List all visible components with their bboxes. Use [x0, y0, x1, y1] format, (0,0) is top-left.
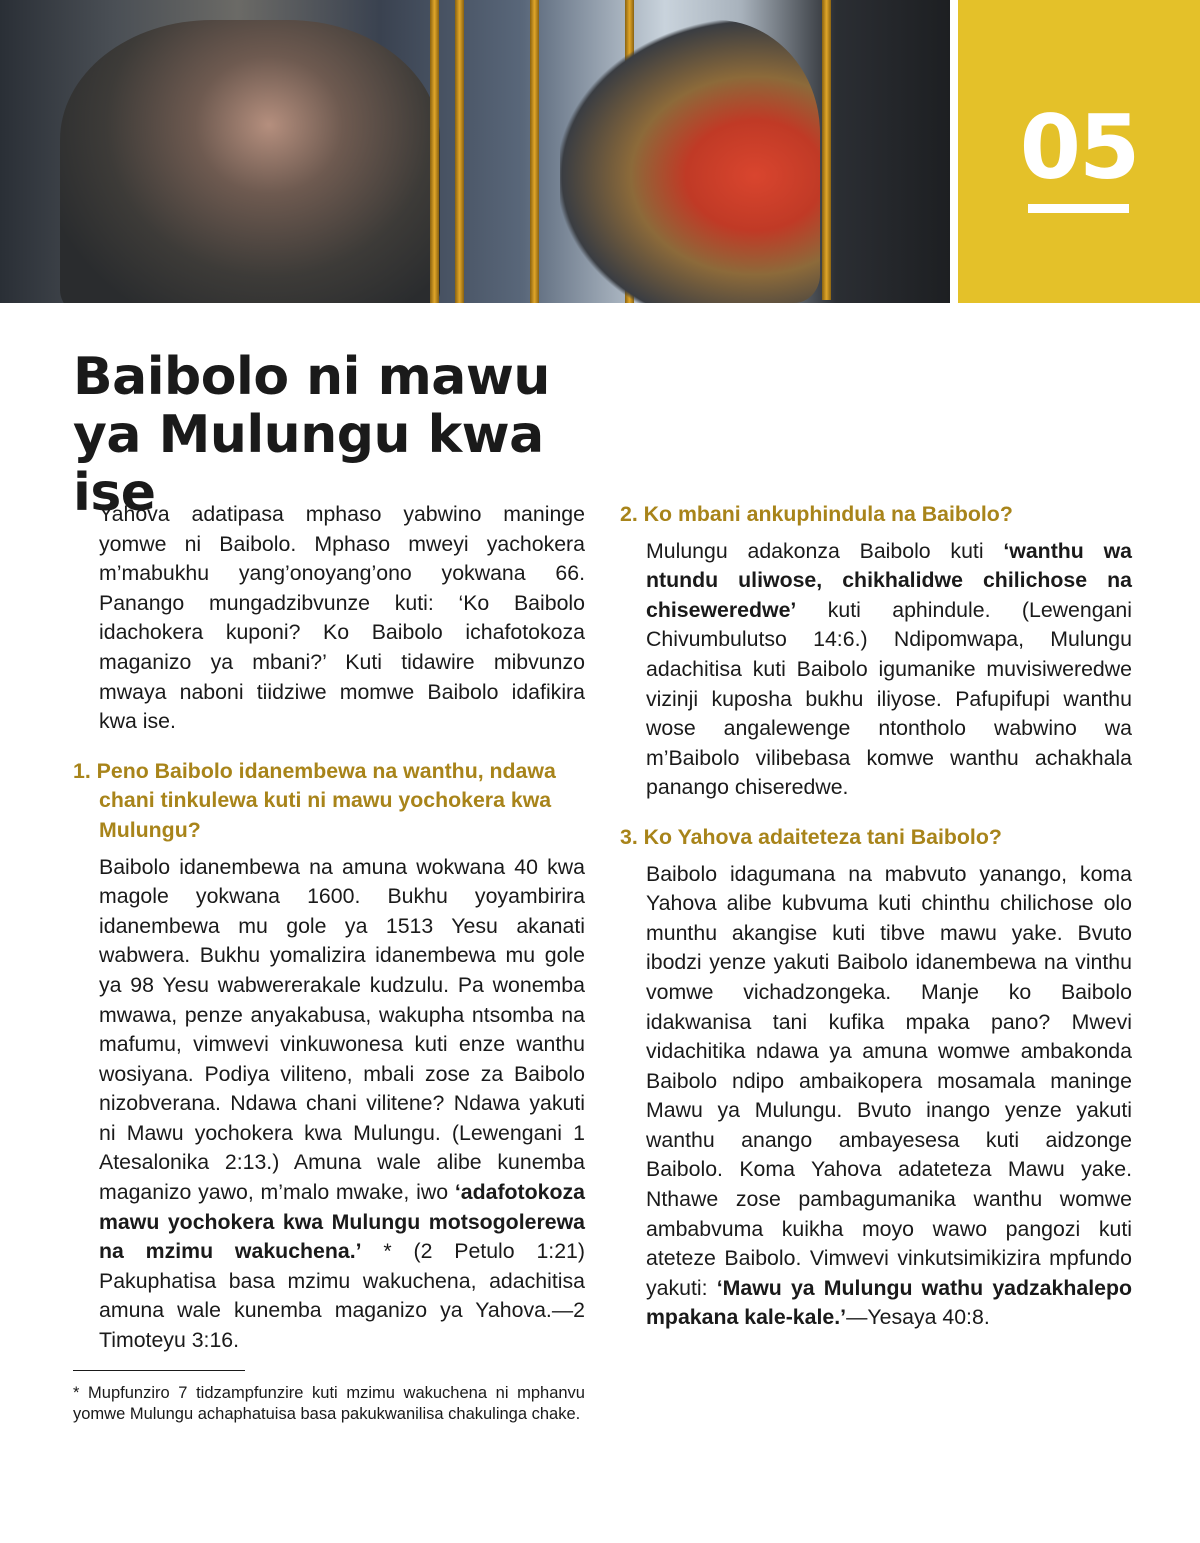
text: —Yesaya 40:8. [846, 1305, 990, 1330]
pole [530, 0, 539, 303]
pole [430, 0, 439, 303]
left-column [73, 500, 585, 1425]
section-body-3 [646, 860, 1132, 1334]
footnote-divider [73, 1370, 245, 1371]
page-title: Baibolo ni mawu ya Mulungu kwa ise [73, 347, 550, 523]
sleeping-man-figure [60, 20, 440, 303]
section-heading-1: 1. Peno Baibolo idanembewa na wanthu, ndawa chani tinkulewa kuti ni mawu yochokera kwa Mulungu? [73, 758, 556, 842]
text: * (2 Petulo 1:21) Pakuphatisa basa mzimu wakuchena, adachitisa amuna wale kunemba maganizo ya Yahova.—2 Timoteyu 3:16. [99, 1239, 585, 1353]
lesson-number-badge [958, 0, 1200, 303]
text: Baibolo idanembewa na amuna wokwana 40 kwa magole yokwana 1600. Bukhu yoyambirira idanembewa mu gole ya 1513 Yesu akanati wabwera. Bukhu yomalizira idanembewa mu gole ya 98 Yesu wabwererakale kudzulu. Pa wonemba mwawa, penze anyakabusa, wakupha ntsomba na mafumu, vimwevi vinkuwonesa kuti enze wanthu wosiyana. Podiya viliteno, mbali zose za Baibolo nizobverana. Ndawa chani vilitene? Ndawa yakuti ni Mawu yochokera kwa Mulungu. (Lewengani 1 Atesalonika 2:13.) Amuna wale alibe kunemba maganizo yawo, m’malo mwake, iwo [99, 854, 585, 1205]
section-heading-2: 2. Ko mbani ankuphindula na Baibolo? [620, 502, 1013, 526]
bold-quote: ‘adafotokoza mawu yochokera kwa Mulungu motsogolerewa na mzimu wakuchena.’ [99, 1180, 585, 1264]
section-heading-3: 3. Ko Yahova adaiteteza tani Baibolo? [620, 824, 1002, 849]
bold-quote: ‘Mawu ya Mulungu wathu yadzakhalepo mpakana kale-kale.’ [646, 1275, 1133, 1330]
right-column [620, 500, 1132, 1333]
badge-underline [1028, 204, 1129, 213]
pole [455, 0, 464, 303]
text: Mulungu adakonza Baibolo kuti [646, 538, 1004, 563]
intro-paragraph: Yahova adatipasa mphaso yabwino maninge yomwe ni Baibolo. Mphaso mweyi yachokera m’mabukhu yang’onoyang’ono yokwana 66. Panango mungadzibvunze kuti: ‘Ko Baibolo idachokera kuponi? Ko Baibolo ichafotokoza maganizo ya mbani?’ Kuti tidawire mibvunzo mwaya naboni tiidziwe momwe Baibolo idafikira kwa ise. [99, 502, 585, 734]
bus-photo [0, 0, 950, 303]
lesson-number: 05 [1019, 96, 1139, 199]
pole [822, 0, 831, 300]
text: kuti aphindule. (Lewengani Chivumbulutso 14:6.) Ndipomwapa, Mulungu adachitisa kuti Baibolo igumanike muvisiweredwe vizinji kuposha bukhu iliyose. Pafupifupi wanthu wose angalewenge ntontholo wabwino wa m’Baibolo vilibebasa komwe wanthu achakhala panango chiseredwe. [646, 597, 1132, 800]
footnote: * Mupfunziro 7 tidzampfunzire kuti mzimu wakuchena ni mphanvu yomwe Mulungu achaphatuisa basa pakukwanilisa chakulinga chake. [73, 1383, 585, 1423]
reading-man-figure [560, 20, 820, 303]
text: Baibolo idagumana na mabvuto yanango, koma Yahova alibe kubvuma kuti chinthu chilichose olo munthu akangise kuti tibve mawu yake. Bvuto ibodzi yenze yakuti Baibolo idanembewa na vinthu vomwe vichadzongeka. Manje ko Baibolo idakwanisa tani kufika mpaka pano? Mwevi vidachitika ndawa ya amuna womwe ambakonda Baibolo ndipo ambaikopera mosamala maninge Mawu ya Mulungu. Bvuto inango yenze yakuti wanthu anango ambayesesa kuti aidzonge Baibolo. Koma Yahova adateteza Mawu yake. Nthawe zose pambagumanika wanthu womwe ambabvuma kuikha moyo wawo pangozi kuti ateteze Baibolo. Vimwevi vinkutsimikizira mpfundo yakuti: [646, 861, 1132, 1300]
bold-quote: ‘wanthu wa ntundu uliwose, chikhalidwe chilichose na chiseweredwe’ [646, 538, 1132, 622]
section-body-2 [646, 537, 1132, 803]
section-body-1 [99, 853, 585, 1356]
